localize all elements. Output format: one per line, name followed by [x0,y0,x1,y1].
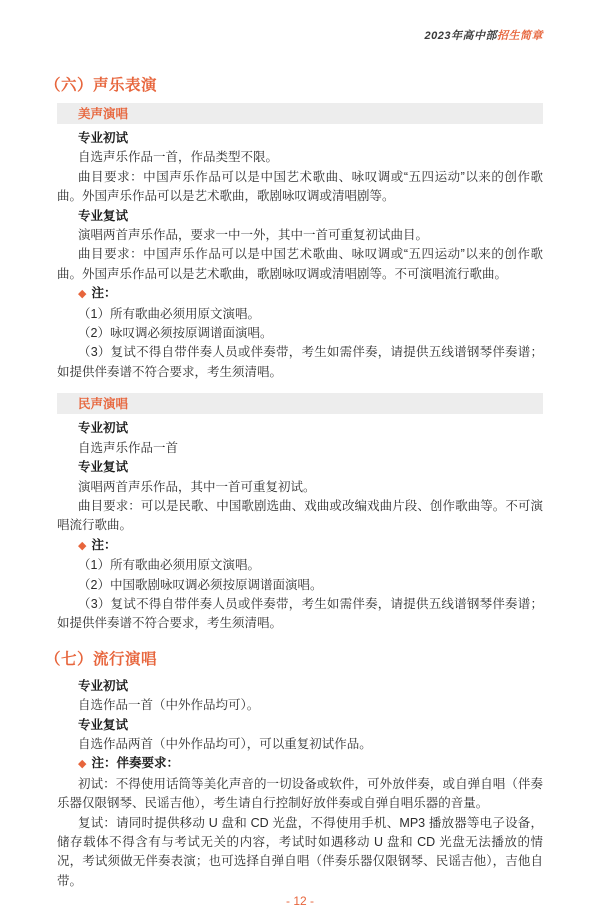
folk-round2-text: 演唱两首声乐作品，其中一首可重复初试。 [78,479,316,494]
bel-canto-round1-heading: 专业初试 [78,131,129,145]
bel-canto-note-heading [57,284,543,304]
note-label: 注： [91,537,117,552]
page-number: - 12 - [285,894,314,909]
folk-round2-heading: 专业复试 [78,460,129,475]
diamond-bullet-icon: ◆ [78,758,87,771]
header-title [425,30,543,42]
pop-round1-heading: 专业初试 [78,678,129,693]
section-title-pop-singing: （七）流行演唱 [45,650,158,668]
subsection-label-bel-canto: 美声演唱 [78,107,129,121]
bel-canto-note-item: （2）咏叹调必须按原调谱面演唱。 [78,326,273,341]
bel-canto-round2-text: 演唱两首声乐作品，要求一中一外，其中一首可重复初试曲目。 [78,228,429,243]
pop-accompaniment-round1: 初试：不得使用话筒等美化声音的一切设备或软件，可外放伴奏，或自弹自唱（伴奏乐器仅限钢琴、民谣吉他），考生请自行控制好放伴奏或自弹自唱乐器的音量。 [57,776,543,811]
header-title-year: 2023年高中部 [424,30,497,42]
subsection-label-folk-vocal: 民声演唱 [78,397,129,412]
page-content [45,75,543,891]
folk-round2-requirement: 曲目要求：可以是民歌、中国歌剧选曲、戏曲或改编戏曲片段、创作歌曲等。不可演唱流行歌曲。 [57,498,543,533]
section-title-vocal-performance: （六）声乐表演 [45,77,158,94]
pop-note-heading [57,754,543,774]
folk-round1-text: 自选声乐作品一首 [78,440,179,455]
note-label: 注： [91,286,117,301]
pop-round1-text: 自选作品一首（中外作品均可）。 [78,698,260,713]
subsection-bar-folk-vocal [57,393,543,414]
bel-canto-round1-text: 自选声乐作品一首，作品类型不限。 [78,150,279,165]
folk-note-item: （2）中国歌剧咏叹调必须按原调谱面演唱。 [78,577,323,592]
pop-round2-text: 自选作品两首（中外作品均可），可以重复初试作品。 [78,736,372,751]
folk-note-heading [57,536,543,556]
pop-round2-heading: 专业复试 [78,717,129,732]
subsection-bar-bel-canto [57,103,543,124]
header-title-accent: 招生简章 [497,30,543,42]
folk-note-item: （1）所有歌曲必须用原文演唱。 [78,558,260,573]
bel-canto-note-item: （1）所有歌曲必须用原文演唱。 [78,306,260,321]
folk-note-item: （3）复试不得自带伴奏人员或伴奏带，考生如需伴奏，请提供五线谱钢琴伴奏谱；如提供伴奏谱不符合要求，考生须清唱。 [57,596,543,631]
folk-round1-heading: 专业初试 [78,421,129,436]
page-footer [0,894,600,908]
diamond-bullet-icon: ◆ [78,539,87,552]
bel-canto-round2-heading: 专业复试 [78,208,129,223]
note-label: 注：伴奏要求： [91,756,179,771]
diamond-bullet-icon: ◆ [78,288,87,301]
bel-canto-note-item: （3）复试不得自带伴奏人员或伴奏带，考生如需伴奏，请提供五线谱钢琴伴奏谱；如提供伴奏谱不符合要求，考生须清唱。 [57,345,543,379]
bel-canto-round1-requirement: 曲目要求：中国声乐作品可以是中国艺术歌曲、咏叹调或“五四运动”以来的创作歌曲。外国声乐作品可以是艺术歌曲，歌剧咏叹调或清唱剧等。 [57,169,543,204]
pop-accompaniment-round2: 复试：请同时提供移动 U 盘和 CD 光盘，不得使用手机、MP3 播放器等电子设备，储存载体不得含有与考试无关的内容，考试时如遇移动 U 盘和 CD 光盘无法播放的情况，考试须做无伴奏表演；也可选择自弹自唱（伴奏乐器仅限钢琴、民谣吉他），吉他自带。 [57,815,543,888]
page-header [0,0,600,43]
bel-canto-round2-requirement: 曲目要求：中国声乐作品可以是中国艺术歌曲、咏叹调或“五四运动”以来的创作歌曲。外国声乐作品可以是艺术歌曲，歌剧咏叹调或清唱剧等。不可演唱流行歌曲。 [57,247,543,281]
